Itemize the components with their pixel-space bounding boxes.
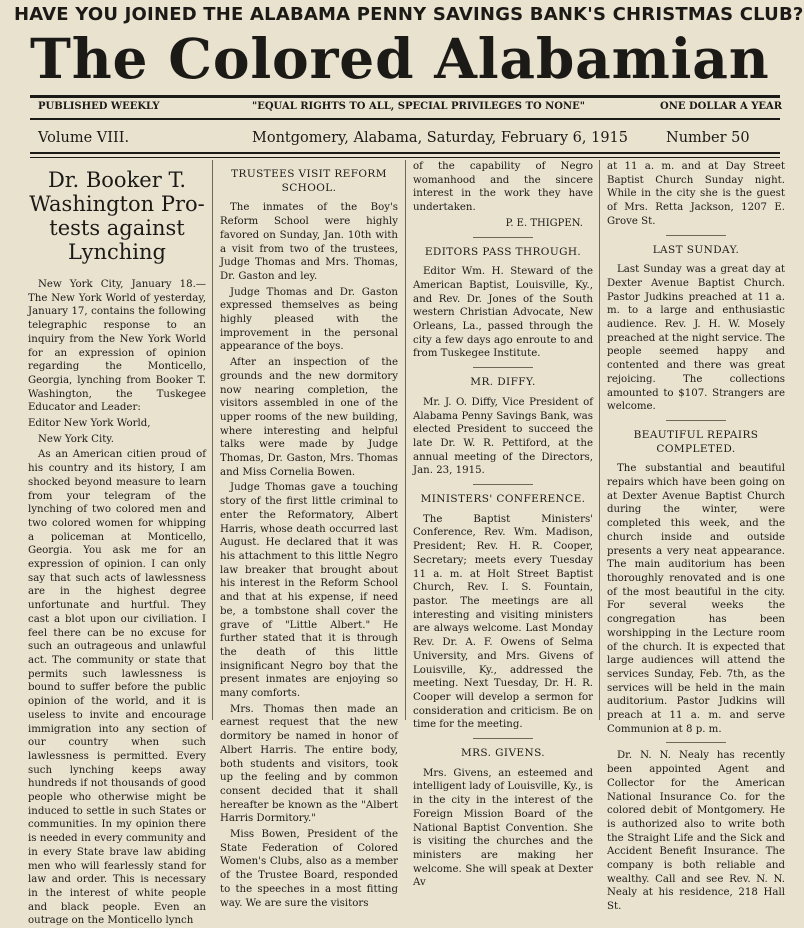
article-paragraph: Mr. J. O. Diffy, Vice President of Alabama Penny Savings Bank, was elected President to succeed the late Dr. W. R. Pettiford, at the annual meeting of the Directors, Jan. 23, 1915. [413,396,593,477]
section-separator [473,367,533,368]
mrs-givens-heading: MRS. GIVENS. [460,747,546,760]
article-paragraph: Mrs. Thomas then made an earnest request that the new dormitory be named in honor of Albert Harris. The entire body, both students and visitors, took up the feeling and by common consent decided that it shall hereafter be known as the "Albert Harris Dormitory." [220,703,398,825]
article-paragraph: The Baptist Ministers' Conference, Rev. Wm. Madison, President; Rev. H. R. Cooper, Secretary; meets every Tuesday 11 a. m. at Holt Street Baptist Church, Rev. I. S. Fountain, pastor. The meetings are all interesting and visiting ministers are always welcome. Last Monday Rev. Dr. A. F. Owens of Selma University, and Mrs. Givens of Louisville, Ky., addressed the meeting. Next Tuesday, Dr. H. R. Cooper will develop a sermon for consideration and criticism. Be on time for the meeting. [413,513,593,731]
dateline-rule-bottom [30,157,780,158]
info-rule [30,118,780,120]
volume-label: Volume VIII. [38,130,130,146]
article-paragraph: Miss Bowen, President of the State Federation of Colored Women's Clubs, also as a member of the Trustee Board, responded to the speeches in a most fitting way. We are sure the visitors [220,829,398,909]
headline-line: tests against [49,216,185,240]
article-paragraph: After an inspection of the grounds and the new dormitory now nearing completion, the visitors assembled in one of the upper rooms of the new building, where interesting and helpful talks were made by Judge Thomas, Dr. Gaston, Mrs. Thomas and Miss Cornelia Bowen. [220,357,398,478]
last-sunday-heading: LAST SUNDAY. [652,243,740,256]
article-paragraph: of the capability of Negro womanhood and the sincere interest in the work they have undertaken. [413,161,593,214]
repairs-heading: BEAUTIFUL REPAIRS COMPLETED. [633,428,759,455]
column-divider-1 [212,160,213,720]
christmas-club-banner: HAVE YOU JOINED THE ALABAMA PENNY SAVINGS BANK'S CHRISTMAS CLUB? [14,4,804,25]
headline-line: Lynching [68,240,166,264]
motto: "EQUAL RIGHTS TO ALL, SPECIAL PRIVILEGES TO NONE" [252,101,585,112]
section-separator [666,420,726,421]
column-divider-2 [405,160,406,720]
place-date: Montgomery, Alabama, Saturday, February 6, 1915 [252,130,629,146]
article-paragraph: at 11 a. m. and at Day Street Baptist Church Sunday night. While in the city she is the guest of Mrs. Retta Jackson, 1207 E. Grove St. [607,161,785,227]
masthead-title: The Colored Alabamian [30,26,770,91]
reform-school-heading: TRUSTEES VISIT REFORM SCHOOL. [231,168,387,194]
section-separator [473,484,533,485]
article-paragraph: Mrs. Givens, an esteemed and intelligent lady of Louisville, Ky., is in the city in the interest of the Foreign Mission Board of the National Baptist Convention. She is visiting the churches and the ministers are making her welcome. She will speak at Dexter Av [413,767,593,889]
article-paragraph: Judge Thomas and Dr. Gaston expressed themselves as being highly pleased with the improvement in the personal appearance of the boys. [220,286,398,353]
column-divider-3 [599,160,600,720]
column-1 [28,164,206,927]
subscription-price: ONE DOLLAR A YEAR [660,101,783,112]
article-paragraph: New York City, January 18.—The New York World of yesterday, January 17, contains the following telegraphic response to an inquiry from the New York World for an expression of opinion regarding the Monticello, Georgia, lynching from Booker T. Washington, the Tuskegee Educator and Leader: [28,279,206,414]
published-weekly: PUBLISHED WEEKLY [38,101,160,112]
article-paragraph: Judge Thomas gave a touching story of the first little criminal to enter the Reformatory, Albert Harris, whose death occurred last August. He declared that it was his attachment to this little Negro law breaker that brought about his interest in the Reform School and that at his expense, if need be, a tombstone shall cover the grave of "Little Albert." He further stated that it is through the death of this little insignificant Negro boy that the present inmates are enjoying so many comforts. [220,482,398,700]
mr-diffy-heading: MR. DIFFY. [470,376,536,389]
article-paragraph: Dr. N. N. Nealy has recently been appointed Agent and Collector for the American National Insurance Co. for the colored debit of Montgomery. He is authorized also to write both the Straight Life and the Sick and Accident Benefit Insurance. The company is both reliable and wealthy. Call and see Rev. N. N. Nealy at his residence, 218 Hall St. [607,750,785,913]
section-separator [666,742,726,743]
article-paragraph: The substantial and beautiful repairs which have been going on at Dexter Avenue Baptist Church during the winter, were completed this week, and the church inside and outside presents a very neat appearance. The main auditorium has been thoroughly renovated and is one of the most beautiful in the city. For several weeks the congregation has been worshipping in the Lecture room of the church. It is expected that large audiences will attend the services Sunday, Feb. 7th, as the services will be held in the main auditorium. Pastor Judkins will preach at 11 a. m. and serve Communion at 8 p. m. [607,463,785,735]
dateline-rule-top [30,152,780,154]
column-4 [607,160,785,913]
issue-number: Number 50 [666,130,750,146]
article-paragraph: As an American citien proud of his country and its history, I am shocked beyond measure to learn from your telegram of the lynching of two colored men and two colored women for whipping a policeman at Monticello, Georgia. You ask me for an expression of opinion. I can only say that such acts of lawlessness are in the highest degree unfortunate and hurtful. They cast a blot upon our civiliation. I feel there can be no excuse for such an outrageous and unlawful act. The community or state that permits such lawlessness is bound to suffer before the public opinion of the world, and it is useless to invite and encourage immigration into any section of our country when such lawlessness is permitted. Every such lynching keeps away hundreds if not thousands of good people who otherwise might be induced to settle in such States or communities. In my opinion there is needed in every community and in every State brave law abiding men who will fearlessly stand for law and order. This is necessary in the interest of white people and black people. Even an outrage on the Monticello lynch [28,449,206,927]
article-paragraph: Editor Wm. H. Steward of the American Baptist, Louisville, Ky., and Rev. Dr. Jones of the South western Christian Advocate, New Orleans, La., passed through the city a few days ago enroute to and from Tuskegee Institute. [413,266,593,360]
ministers-conference-heading: MINISTERS' CONFERENCE. [420,493,586,506]
headline-line: Washington Pro- [29,192,205,216]
salutation-line: Editor New York World, [28,418,151,430]
article-paragraph: The inmates of the Boy's Reform School were highly favored on Sunday, Jan. 10th with a visit from two of the trustees, Judge Thomas and Mrs. Thomas, Dr. Gaston and ley. [220,202,398,282]
section-separator [473,738,533,739]
washington-headline [28,168,206,264]
column-2 [220,160,398,909]
editors-pass-heading: EDITORS PASS THROUGH. [424,245,582,258]
salutation-line: New York City. [38,433,114,445]
section-separator [666,235,726,236]
masthead-rule [30,95,780,98]
thigpen-signature: P. E. THIGPEN. [505,217,583,229]
headline-line: Dr. Booker T. [47,168,187,192]
column-3 [413,160,593,889]
section-separator [473,237,533,238]
article-paragraph: Last Sunday was a great day at Dexter Avenue Baptist Church. Pastor Judkins preached at 11 a. m. to a large and enthusiastic audience. Rev. J. H. W. Mosely preached at the night service. The people seemed happy and contented and there was great rejoicing. The collections amounted to $107. Strangers are welcome. [607,264,785,413]
